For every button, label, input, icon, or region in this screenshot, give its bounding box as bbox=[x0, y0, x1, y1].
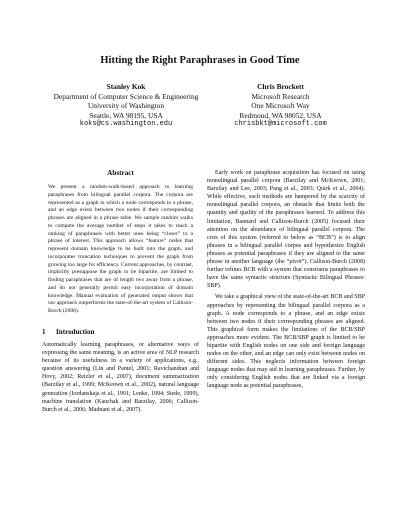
section-number: 1 bbox=[42, 327, 46, 336]
intro-paragraph-3: We take a graphical view of the state-of-the-art BCB and SBP approaches by representing the bilingual parallel corpora as a graph. A node corresponds to a phrase, and an edge exists between two nodes if their corresponding phrases are aligned. This graphical form makes the limitations of the BCB/SBP approaches more evident. The BCB/SBP graph is limited to be bipartite with English nodes on one side and foreign language nodes on the other, and an edge can only exist between nodes on different sides. This neglects information between foreign language nodes that may aid in learning paraphrases. Further, by only considering English nodes that are linked via a foreign language node as potential paraphrases, bbox=[207, 294, 365, 390]
intro-paragraph-2: Early work on paraphrase acquisition has focused on using monolingual parallel corpora (Barzilay and McKeown, 2001; Barzilay and Lee, 2003; Pang et al., 2003; Quirk et al., 2004). While effective, such methods are hampered by the scarcity of monolingual parallel corpora, an obstacle that limits both the quantity and quality of the paraphrases learned. To address this limitation, Bannard and Callison-Burch (2005) focused their attention on the abundance of bilingual parallel corpora. The crux of this system (referred to below as “BCB”) is to align phrases in a bilingual parallel corpus and hypothesize English phrases as potential paraphrases if they are aligned to the same phrase in another language (the “pivot”). Callison-Burch (2008) further refines BCB with a system that constrains paraphrases to have the same syntactic structure (Syntactic Bilingual Phrases: SBP). bbox=[207, 170, 365, 290]
author-name: Chris Brockett bbox=[257, 82, 304, 91]
paper-title: Hitting the Right Paraphrases in Good Time bbox=[100, 55, 300, 66]
right-column bbox=[207, 166, 365, 391]
abstract-heading: Abstract bbox=[107, 169, 134, 177]
author-address: Seattle, WA 98195, USA bbox=[89, 110, 163, 120]
section-heading-introduction bbox=[42, 328, 199, 336]
author-address: Redmond, WA 98052, USA bbox=[239, 110, 322, 120]
abstract-text: We present a random-walk-based approach to learning paraphrases from bilingual parallel corpora. The corpora are represented as a graph in which a node corresponds to a phrase, and an edge exists between two nodes if their corresponding phrases are aligned in a phrase table. We sample random walks to compute the average number of steps it takes to reach a ranking of paraphrases with better ones being “closer” to a phrase of interest. This approach allows “feature” nodes that represent domain knowledge to be built into the graph, and incorporates truncation techniques to prevent the graph from growing too large for efficiency. Current approaches, by contrast, implicitly presuppose the graph to be bipartite, are limited to finding paraphrases that are of length two away from a phrase, and do not generally permit easy incorporation of domain knowledge. Manual evaluation of generated output shows that our approach outperforms the state-of-the-art system of Callison-Burch (2008). bbox=[48, 184, 193, 315]
intro-paragraph-1: Automatically learning paraphrases, or alternative ways of expressing the same meaning, is an active area of NLP research because of its usefulness in a variety of applications, e.g., question answering (Lin and Pantel, 2001; Ravichandran and Hovy, 2002; Reizler et al., 2007), document summarization (Barzilay et al., 1999; McKeown et al., 2002), natural language generation (Iordanskaja et al., 1991; Lenke, 1994; Stede, 1999), machine translation (Kauchak and Barzilay, 2006; Callison-Burch et al., 2006; Madnani et al., 2007). bbox=[42, 341, 199, 413]
author-institution: One Microsoft Way bbox=[251, 101, 310, 111]
author-block-2 bbox=[208, 82, 353, 130]
author-block-1 bbox=[40, 82, 212, 130]
author-affiliation: Department of Computer Science & Engineering bbox=[53, 91, 199, 101]
section-title: Introduction bbox=[56, 327, 95, 336]
author-name: Stanley Kok bbox=[106, 82, 146, 91]
left-column bbox=[42, 166, 199, 414]
author-email: chrisbkt@microsoft.com bbox=[234, 120, 327, 129]
author-affiliation: Microsoft Research bbox=[251, 91, 310, 101]
author-email: koks@cs.washington.edu bbox=[79, 120, 173, 129]
author-institution: University of Washington bbox=[87, 101, 165, 111]
